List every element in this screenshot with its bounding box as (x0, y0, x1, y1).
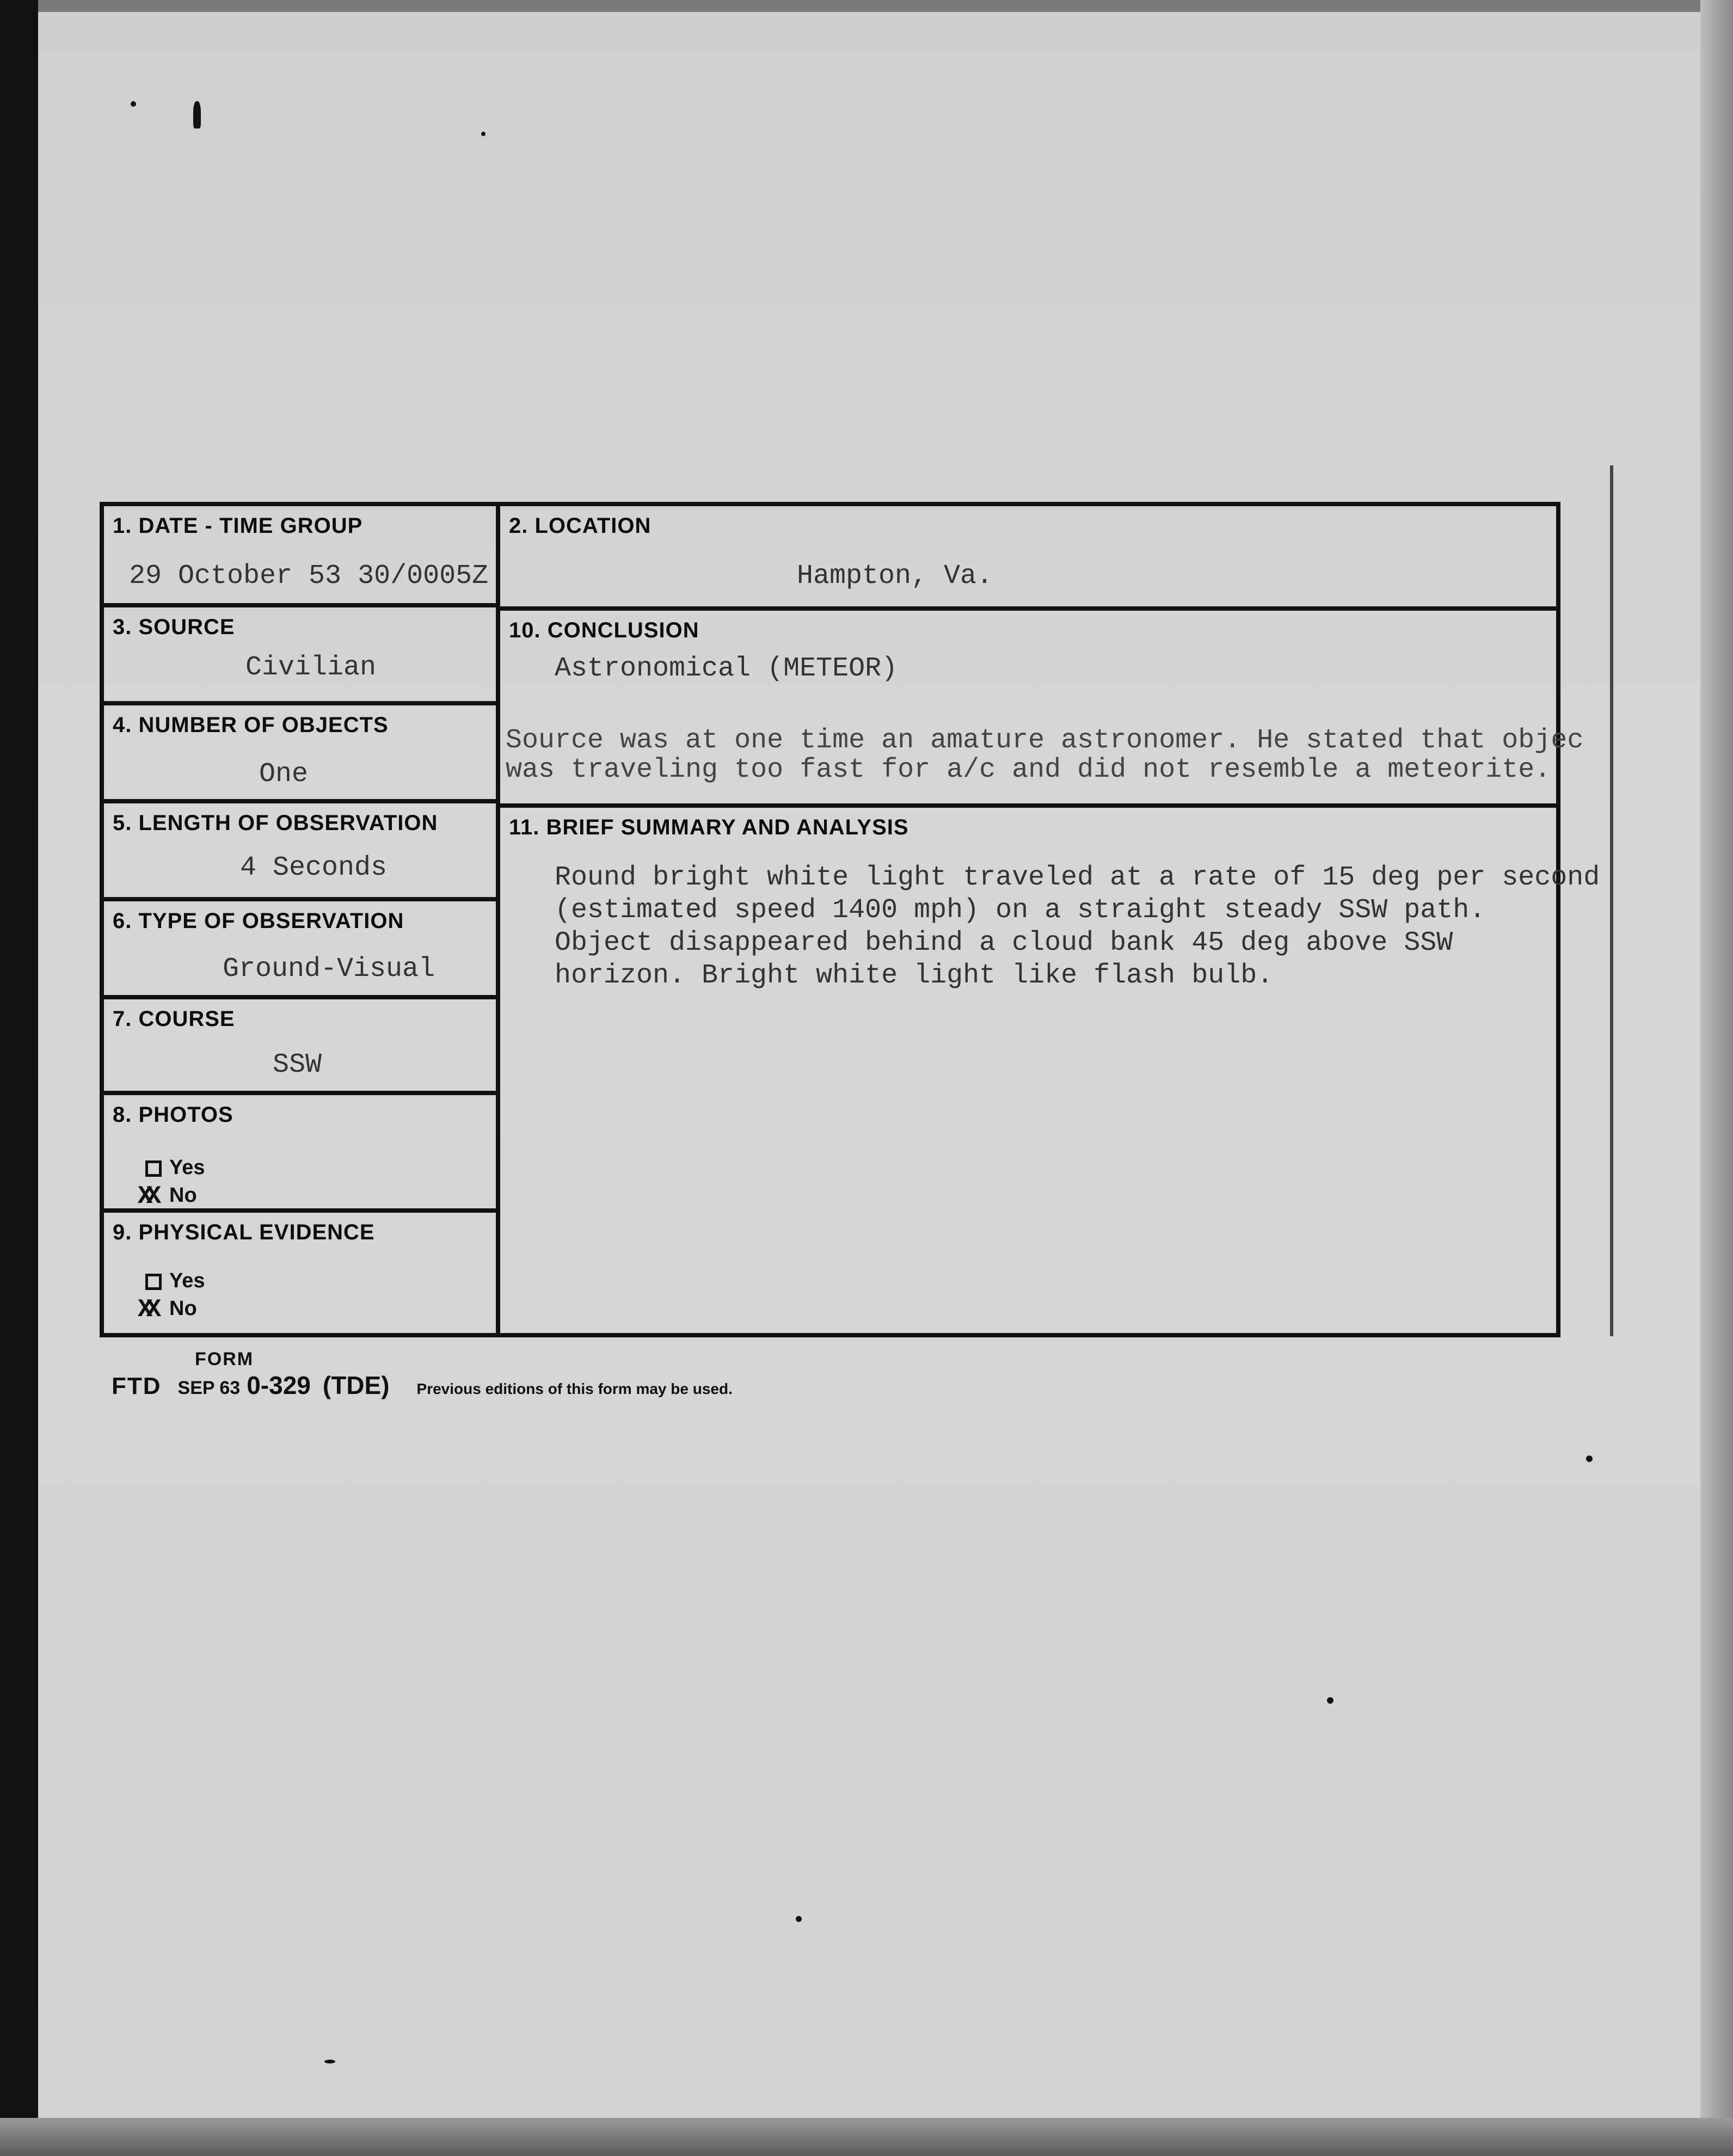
course-label: 7. COURSE (113, 1007, 235, 1031)
physical-evidence-cell (104, 1213, 496, 1333)
checkbox-empty-icon (145, 1160, 162, 1177)
source-value: Civilian (245, 652, 377, 683)
scan-speck (796, 1916, 802, 1922)
footer-form-number: 0-329 (247, 1371, 311, 1399)
summary-line: horizon. Bright white light like flash bulb. (555, 960, 1274, 991)
course-value: SSW (273, 1049, 322, 1080)
source-cell (104, 607, 496, 705)
date-time-label: 1. DATE - TIME GROUP (113, 514, 363, 538)
length-of-observation-value: 4 Seconds (240, 852, 388, 883)
footer-ftd: FTD (112, 1373, 162, 1399)
physical-evidence-yes-option (145, 1269, 205, 1293)
photos-yes-label: Yes (169, 1156, 205, 1179)
location-label: 2. LOCATION (509, 514, 652, 538)
footer-office: (TDE) (322, 1371, 390, 1399)
length-of-observation-cell (104, 803, 496, 901)
photos-no-option (138, 1182, 197, 1211)
conclusion-cell (500, 611, 1584, 808)
conclusion-label: 10. CONCLUSION (509, 618, 699, 642)
physical-evidence-label: 9. PHYSICAL EVIDENCE (113, 1220, 375, 1244)
physical-evidence-yes-label: Yes (169, 1269, 205, 1292)
physical-evidence-no-label: No (169, 1297, 197, 1320)
margin-rule (1610, 465, 1613, 1336)
summary-line: Object disappeared behind a cloud bank 45 deg above SSW (555, 927, 1453, 959)
form-left-column (104, 506, 500, 1333)
conclusion-comment-line: was traveling too fast for a/c and did not resemble a meteorite. (506, 754, 1551, 785)
scan-edge-top (0, 0, 1733, 12)
location-cell (500, 506, 1556, 611)
course-cell (104, 999, 496, 1095)
source-label: 3. SOURCE (113, 615, 235, 639)
ufo-report-form (100, 502, 1600, 1337)
summary-cell (500, 808, 1600, 1333)
type-of-observation-label: 6. TYPE OF OBSERVATION (113, 909, 404, 933)
scan-edge-bottom (0, 2118, 1733, 2156)
number-of-objects-cell (104, 705, 496, 803)
footer-note: Previous editions of this form may be used. (416, 1380, 733, 1397)
photos-no-label: No (169, 1184, 197, 1207)
type-of-observation-value: Ground-Visual (223, 954, 435, 985)
checkbox-empty-icon (145, 1274, 162, 1290)
photos-yes-option (145, 1156, 205, 1180)
form-footer (112, 1371, 733, 1400)
summary-label: 11. BRIEF SUMMARY AND ANALYSIS (509, 815, 909, 839)
scan-speck (131, 101, 136, 107)
conclusion-comment-line: Source was at one time an amature astronomer. He stated that objec (506, 725, 1584, 756)
summary-line: (estimated speed 1400 mph) on a straight steady SSW path. (555, 895, 1486, 926)
checkbox-x-mark-icon: XX (138, 1182, 155, 1211)
photos-label: 8. PHOTOS (113, 1103, 233, 1127)
number-of-objects-label: 4. NUMBER OF OBJECTS (113, 713, 389, 737)
scan-edge-left (0, 0, 38, 2156)
scan-speck (1586, 1455, 1593, 1462)
date-time-cell (104, 506, 496, 607)
scan-speck (193, 101, 201, 128)
checkbox-x-mark-icon: XX (138, 1295, 155, 1324)
footer-form-word: FORM (195, 1349, 254, 1369)
physical-evidence-no-option (138, 1295, 197, 1324)
scan-speck (324, 2060, 335, 2063)
summary-line: Round bright white light traveled at a rate of 15 deg per second (555, 862, 1600, 893)
scan-speck (1327, 1697, 1333, 1704)
photos-cell (104, 1095, 496, 1213)
footer-date: SEP 63 (177, 1378, 241, 1398)
date-time-value: 29 October 53 30/0005Z (129, 561, 489, 592)
length-of-observation-label: 5. LENGTH OF OBSERVATION (113, 811, 438, 835)
conclusion-value: Astronomical (METEOR) (555, 653, 898, 684)
number-of-objects-value: One (259, 759, 309, 790)
scan-edge-right (1700, 0, 1733, 2156)
type-of-observation-cell (104, 901, 496, 999)
location-value: Hampton, Va. (797, 561, 993, 592)
scan-speck (481, 132, 486, 136)
